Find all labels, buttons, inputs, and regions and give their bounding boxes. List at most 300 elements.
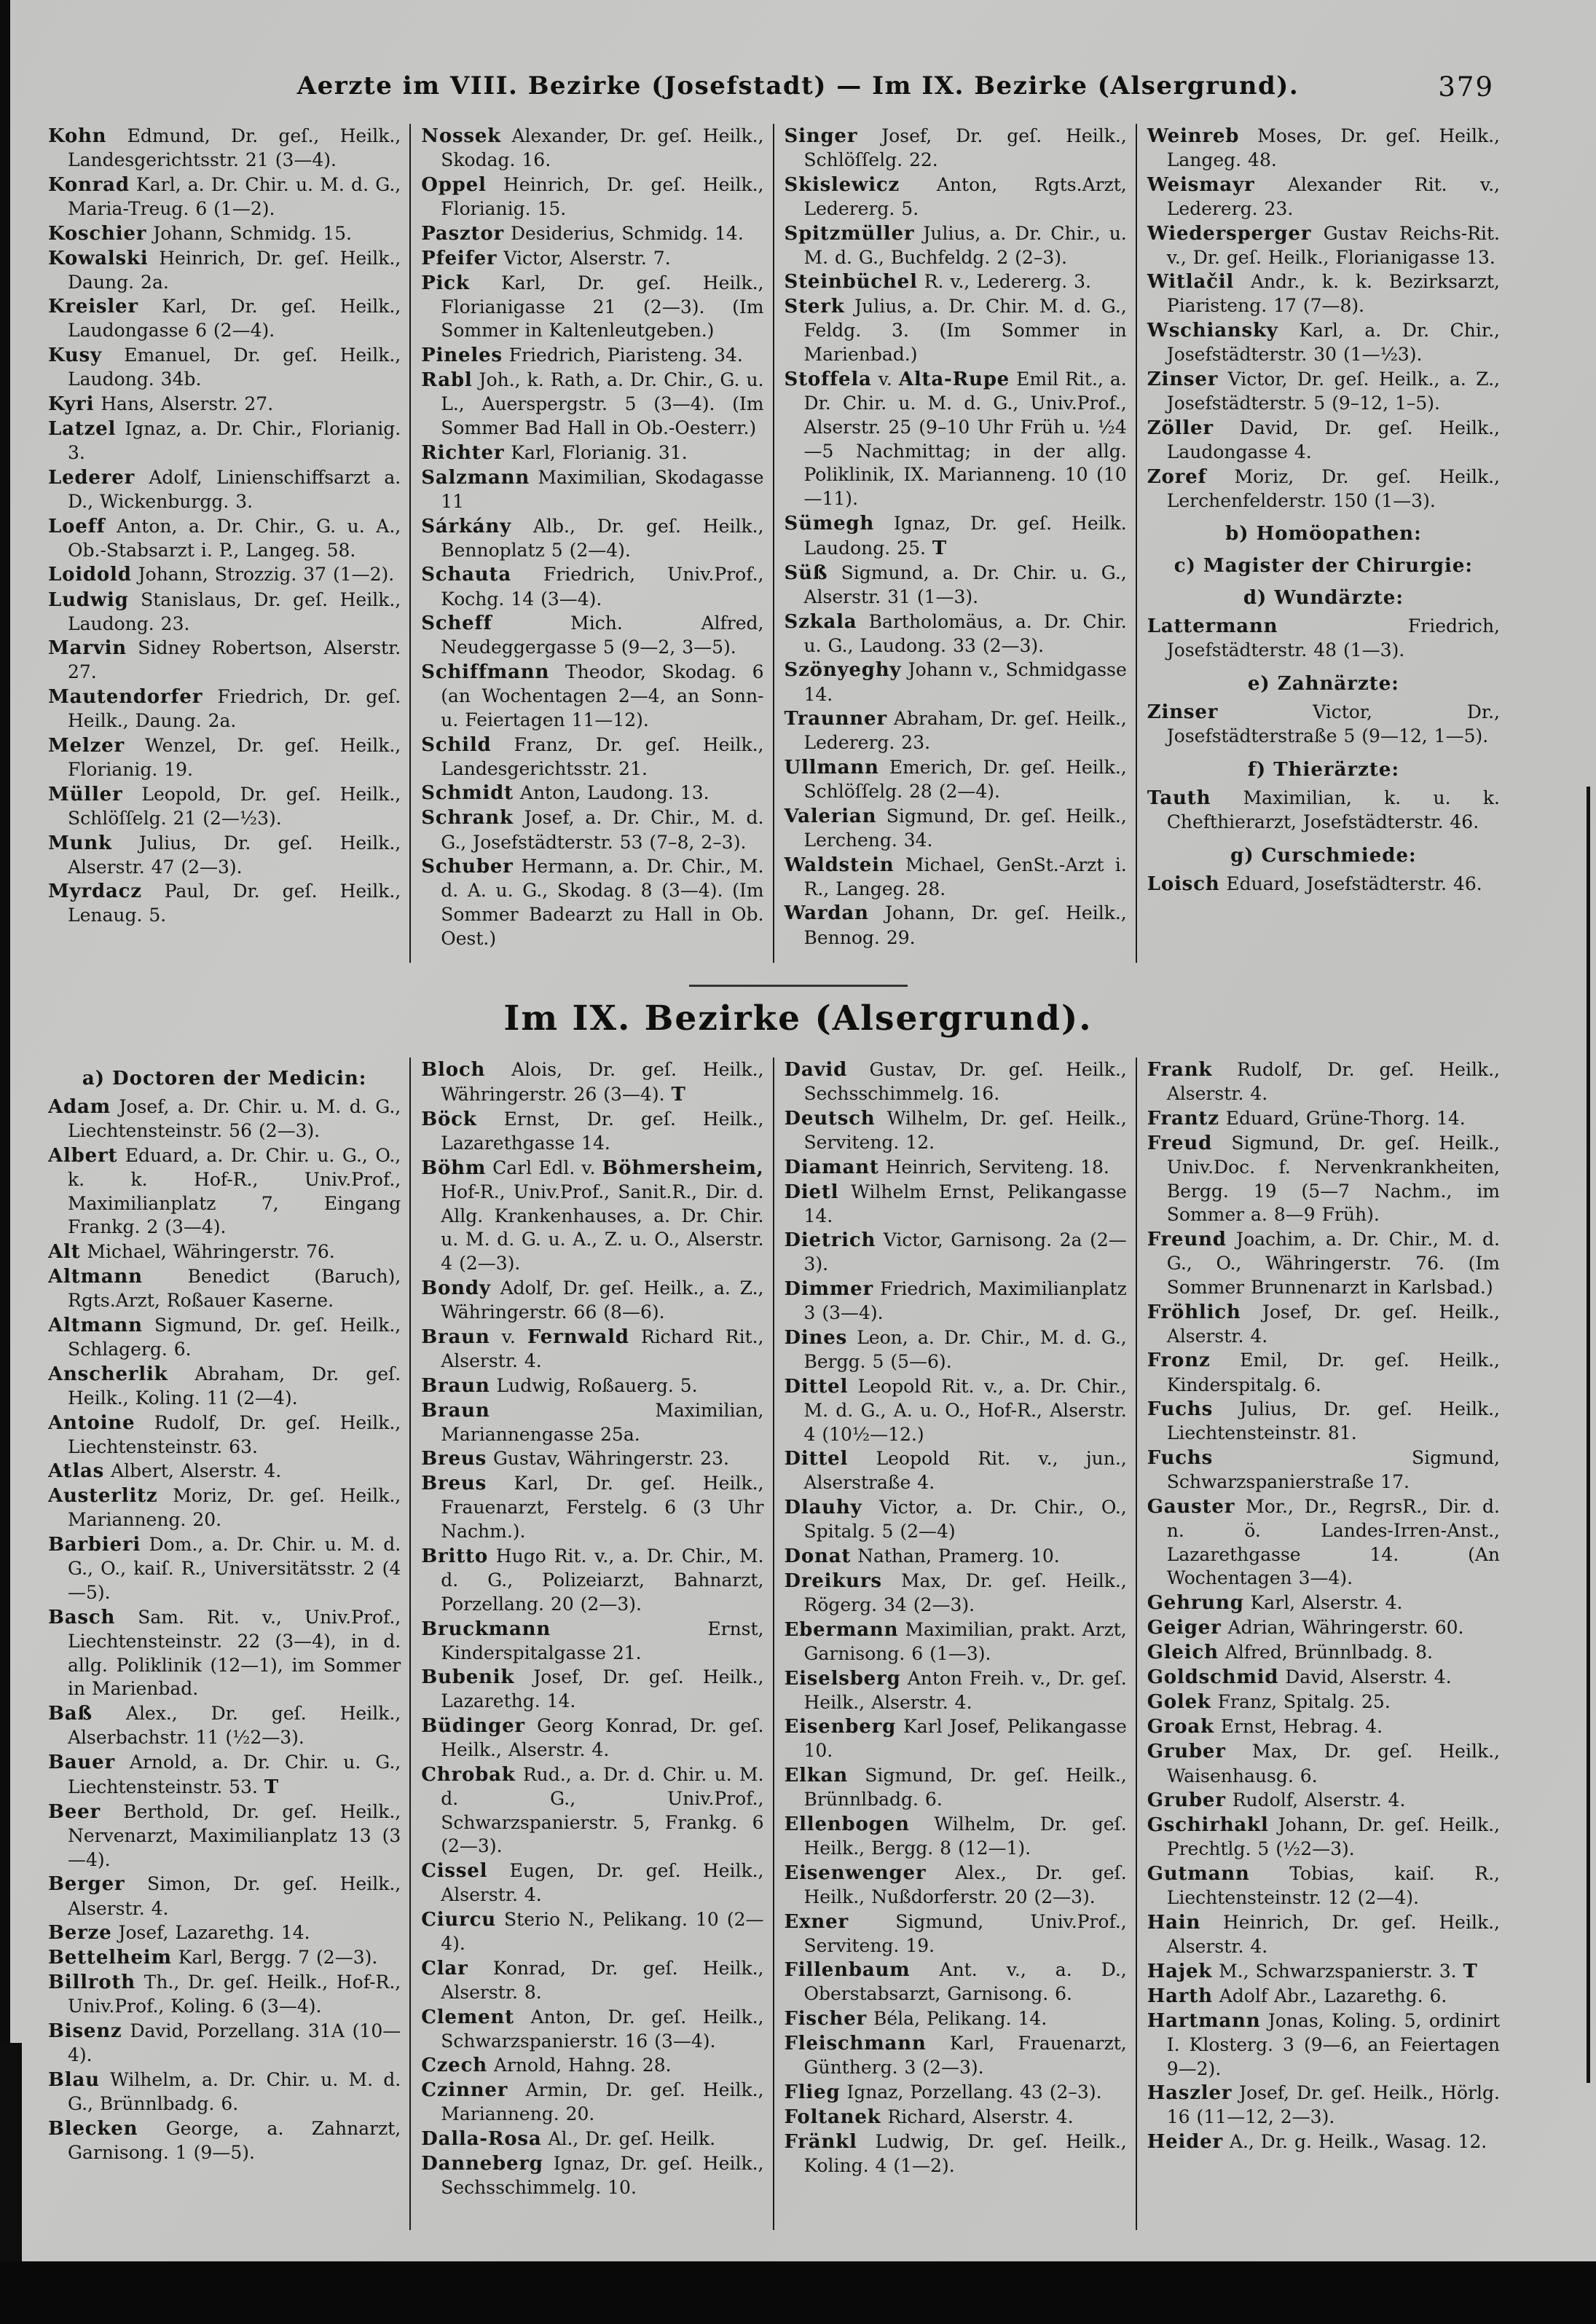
entry-surname: Wschiansky [1147,320,1278,342]
entry-details: Emerich, Dr. geſ. Heilk., Schlöſſelg. 28 (2—4). [803,757,1127,803]
entry-details: Konrad, Dr. geſ. Heilk., Alserstr. 8. [441,1957,764,2003]
entry-details: Sigmund, Dr. geſ. Heilk., Univ.Doc. f. Nervenkrankheiten, Bergg. 19 (5—7 Nachm., im Sommer a. 8—9 Früh). [1166,1132,1500,1226]
entry-details: Adolf, Dr. geſ. Heilk., a. Z., Währingerstr. 66 (8—6). [441,1277,764,1323]
entry-details: Maximilian, Skodagasse 11 [441,466,764,512]
entry-surname: Deutsch [784,1107,876,1130]
directory-entry [785,1180,1127,1229]
directory-entry [48,514,401,563]
directory-entry [421,1325,763,1374]
entry-details: M., Schwarzspanierstr. 3. [1212,1960,1463,1982]
entry-surname: Britto [421,1545,488,1567]
entry-surname: Goldschmid [1147,1666,1279,1689]
directory-entry [1147,2009,1500,2081]
column-1 [48,124,411,963]
directory-entry [421,733,763,781]
directory-entry [785,561,1127,610]
entry-details: Mich. Alfred, Neudeggergasse 5 (9—2, 3—5). [441,612,764,658]
directory-entry [785,511,1127,561]
entry-details: Gustav, Währingerstr. 23. [487,1448,729,1470]
entry-surname: Sümegh [784,512,875,535]
entry-details: Johann, Dr. geſ. Heilk., Bennog. 29. [803,902,1127,948]
directory-entry [421,1617,763,1666]
subsection-heading: g) Curschmiede: [1230,844,1417,867]
entry-details: George, a. Zahnarzt, Garnisong. 1 (9—5). [68,2117,401,2163]
entry-details: Franz, Dr. geſ. Heilk., Landesgerichtsstr. 21. [441,733,764,779]
directory-entry [1147,465,1500,513]
entry-surname: Baß [48,1703,93,1725]
entry-details: Leopold Rit. v., jun., Alserstraße 4. [803,1448,1127,1494]
entry-surname: T [264,1776,280,1798]
entry-surname: Wardan [784,902,869,925]
entry-surname: Sárkány [421,515,512,537]
entry-surname: Fuchs [1147,1447,1214,1470]
directory-entry [785,1666,1127,1715]
directory-entry [785,367,1127,511]
entry-details: Max, Dr. geſ. Heilk., Rögerg. 34 (2—3). [803,1570,1127,1616]
entry-details: Abraham, Dr. geſ. Heilk., Koling. 11 (2—4). [68,1363,401,1409]
entry-details: Sigmund, Schwarzspanierstraße 17. [1166,1447,1500,1493]
entry-details: Johann, Strozzig. 37 (1—2). [131,564,395,586]
entry-details: Sigmund, Dr. geſ. Heilk., Lercheng. 34. [803,805,1127,851]
column-4 [1137,124,1500,963]
entry-details: Alfred, Brünnlbadg. 8. [1218,1642,1433,1663]
directory-entry [1147,1591,1500,1615]
entry-details: Heinrich, Dr. geſ. Heilk., Florianig. 15. [441,173,764,219]
directory-entry [785,610,1127,658]
directory-entry [48,124,401,173]
directory-entry [1147,1446,1500,1494]
entry-surname: Golek [1147,1691,1211,1714]
entry-surname: Süß [784,562,828,584]
entry-details: Armin, Dr. geſ. Heilk., Marianneng. 20. [441,2079,764,2125]
entry-surname: Singer [784,125,858,147]
entry-surname: Hain [1147,1911,1201,1934]
entry-details: Friedrich, Josefstädterstr. 48 (1—3). [1166,615,1500,661]
directory-entry [785,1763,1127,1812]
directory-entry [785,1106,1127,1155]
entry-surname: Steinbüchel [784,271,918,294]
directory-entry [48,1143,401,1240]
entry-details: Sterio N., Pelikang. 10 (2—4). [441,1909,764,1955]
entry-details: Eduard, Grüne-Thorg. 14. [1219,1107,1466,1129]
entry-surname: Exner [784,1910,849,1933]
entry-surname: Fuchs [1147,1398,1214,1421]
entry-surname: Braun [421,1326,490,1348]
subsection-heading: d) Wundärzte: [1243,587,1404,610]
directory-entry [421,514,763,563]
directory-entry [785,173,1127,221]
directory-entry [421,1107,763,1156]
entry-surname: Schmidt [421,782,514,805]
entry-surname: Albert [48,1144,118,1167]
entry-surname: Koschier [48,222,147,245]
entry-surname: Gleich [1147,1642,1219,1664]
entry-details: Hof-R., Univ.Prof., Sanit.R., Dir. d. Allg. Krankenhauses, a. Dr. Chir. u. M. d. G. u. A., Z. u. O., Alserstr. 4 (2—3). [441,1181,764,1275]
directory-entry [421,1956,763,2005]
directory-entry [1147,1813,1500,1862]
directory-entry [1147,1106,1500,1131]
entry-details: Sam. Rit. v., Univ.Prof., Liechtensteinstr. 22 (3—4), in d. allg. Poliklinik (12—1), im Sommer in Marienbad. [68,1606,401,1700]
entry-details: Stanislaus, Dr. geſ. Heilk., Laudong. 23. [68,588,401,634]
entry-details: Heinrich, Serviteng. 18. [878,1156,1109,1178]
entry-surname: Pick [421,272,470,294]
entry-surname: Freud [1147,1132,1213,1154]
entry-surname: Blecken [48,2117,138,2140]
entry-details: Anton Freih. v., Dr. geſ. Heilk., Alserstr. 4. [803,1667,1127,1713]
entry-surname: Bauer [48,1751,115,1773]
directory-entry [1147,318,1500,367]
entry-surname: Czinner [421,2079,508,2102]
entry-details: Moriz, Dr. geſ. Heilk., Lerchenfelderstr. 150 (1—3). [1166,465,1500,511]
directory-entry [421,1859,763,1907]
directory-entry [48,831,401,880]
directory-entry [785,2031,1127,2080]
entry-details: Albert, Alserstr. 4. [104,1460,282,1482]
entry-details: Alois, Dr. geſ. Heilk., Währingerstr. 26 (3—4). [441,1059,764,1106]
entry-surname: Ullmann [784,757,879,779]
subsection-heading: c) Magister der Chirurgie: [1174,555,1473,578]
entry-details: Ludwig, Roßauerg. 5. [490,1374,698,1396]
entry-surname: Heider [1147,2131,1223,2154]
directory-entry [48,1459,401,1484]
entry-surname: Büdinger [421,1715,525,1738]
entry-details: Victor, Dr. geſ. Heilk., a. Z., Josefstädterstr. 5 (9–12, 1–5). [1166,368,1500,414]
directory-entry [48,392,401,417]
entry-surname: Szkala [784,610,857,633]
directory-entry [1147,1057,1500,1106]
directory-entry [785,1544,1127,1569]
entry-surname: Basch [48,1606,116,1628]
entry-details: Michael, Währingerstr. 76. [80,1241,335,1263]
directory-entry [421,854,763,950]
entry-surname: Eisenberg [784,1716,897,1738]
directory-entry [785,221,1127,270]
entry-details: Julius, a. Dr. Chir., u. M. d. G., Buchfeldg. 2 (2–3). [803,222,1127,268]
entry-surname: Fleischmann [784,2033,927,2055]
entry-surname: Myrdacz [48,881,142,903]
entry-details: Josef, a. Dr. Chir. u. M. d. G., Liechtensteinstr. 56 (2—3). [68,1096,401,1142]
entry-surname: Gschirhakl [1147,1814,1269,1837]
subsection-heading: b) Homöopathen: [1225,523,1422,545]
entry-details: Karl, Bergg. 7 (2—3). [171,1947,378,1969]
column-2 [411,124,774,963]
district-viii-columns [48,124,1500,963]
entry-surname: Spitzmüller [784,222,915,245]
directory-entry [421,2005,763,2054]
entry-surname: Marvin [48,637,127,660]
directory-entry [48,588,401,637]
entry-details: Max, Dr. geſ. Heilk., Waisenhausg. 6. [1166,1741,1500,1787]
directory-entry [785,124,1127,173]
entry-surname: Böck [421,1108,477,1131]
entry-surname: Fischer [784,2008,868,2030]
entry-surname: Bruckmann [421,1618,551,1640]
entry-details: Josef, Dr. geſ. Heilk., Hörlg. 16 (11—12, 2—3). [1166,2082,1500,2128]
entry-surname: Schiffmann [421,661,550,684]
directory-entry [421,781,763,805]
entry-surname: Czech [421,2055,487,2077]
entry-surname: Anscherlik [48,1363,168,1385]
entry-details: David, Porzellang. 31A (10—4). [68,2020,401,2066]
directory-entry [48,221,401,246]
directory-entry [1147,614,1500,663]
entry-details: Friedrich, Maximilianplatz 3 (3—4). [803,1278,1127,1324]
entry-details: Josef, Dr. geſ. Heilk., Alserstr. 4. [1166,1301,1500,1347]
directory-entry [1147,1300,1500,1349]
entry-details: Ignaz, Dr. geſ. Heilk., Sechsschimmelg. 10. [441,2153,764,2199]
entry-details: Wilhelm Ernst, Pelikangasse 14. [803,1181,1127,1226]
page-header [0,0,1596,101]
directory-entry [785,658,1127,706]
entry-details: Wilhelm, Dr. geſ. Heilk., Serviteng. 12. [803,1107,1127,1153]
entry-surname: Müller [48,783,123,805]
entry-details: Benedict (Baruch), Rgts.Arzt, Roßauer Kaserne. [68,1266,401,1312]
entry-details: Béla, Pelikang. 14. [867,2008,1047,2030]
entry-details: Michael, GenSt.-Arzt i. R., Langeg. 28. [803,854,1127,899]
directory-entry [421,124,763,173]
entry-surname: Frank [1147,1059,1213,1081]
entry-surname: Dietrich [784,1229,876,1252]
entry-surname: Skislewicz [784,173,900,196]
district-ix-heading: Im IX. Bezirke (Alsergrund). [503,998,1093,1039]
entry-details: Sigmund, a. Dr. Chir. u. G., Alserstr. 31 (1—3). [803,562,1127,607]
entry-surname: Fillenbaum [784,1959,911,1982]
directory-entry [421,562,763,611]
column-1 [48,1057,411,2230]
directory-entry [785,1569,1127,1618]
directory-entry [1147,269,1500,318]
entry-surname: Schild [421,733,492,756]
entry-details: Karl, Dr. geſ. Heilk., Florianigasse 21 (2—3). (Im Sommer in Kaltenleutgeben.) [441,272,764,342]
entry-surname: Hajek [1147,1960,1213,1982]
entry-surname: Altmann [48,1314,143,1336]
entry-details: Friedrich, Univ.Prof., Kochg. 14 (3—4). [441,564,764,610]
directory-entry [421,1907,763,1956]
directory-entry [421,246,763,271]
entry-surname: Cissel [421,1860,488,1883]
entry-details: Adolf Abr., Lazarethg. 6. [1212,1985,1447,2006]
entry-details: Gustav, Dr. geſ. Heilk., Sechsschimmelg. 16. [803,1059,1127,1105]
entry-surname: Ludwig [48,588,129,611]
entry-surname: Fronz [1147,1350,1211,1372]
entry-surname: Altmann [48,1266,143,1288]
directory-entry [1147,1739,1500,1788]
entry-surname: Schuber [421,856,514,878]
directory-entry [785,2006,1127,2031]
entry-surname: T [1463,1960,1478,1982]
entry-details: Joachim, a. Dr. Chir., M. d. G., O., Währingerstr. 76. (Im Sommer Brunnenarzt in Karlsbad.) [1166,1229,1500,1298]
entry-surname: Austerlitz [48,1485,158,1508]
entry-details: v. [490,1326,527,1347]
entry-details: Victor, Dr., Josefstädterstraße 5 (9—12, 1—5). [1166,701,1500,747]
entry-surname: Bisenz [48,2020,122,2043]
entry-surname: Melzer [48,734,125,757]
entry-details: Carl Edl. v. [486,1157,602,1178]
entry-surname: Danneberg [421,2153,543,2175]
entry-surname: Ebermann [784,1618,899,1641]
entry-surname: Blau [48,2068,100,2091]
entry-surname: Traunner [784,708,887,730]
entry-surname: Pineles [421,344,503,367]
entry-surname: Loeff [48,515,106,537]
entry-surname: Dines [784,1327,848,1350]
entry-surname: Zöller [1147,417,1214,439]
directory-entry [1147,1131,1500,1227]
directory-entry [421,368,763,441]
entry-details: David, Alserstr. 4. [1278,1666,1452,1688]
entry-details: R. v., Ledererg. 3. [917,271,1091,293]
directory-entry [421,173,763,221]
entry-surname: Böhmersheim, [602,1157,764,1179]
directory-entry [421,2151,763,2200]
entry-details: Al., Dr. geſ. Heilk. [541,2128,716,2150]
directory-entry [48,246,401,295]
directory-entry [48,2068,401,2116]
entry-surname: Gauster [1147,1495,1235,1518]
directory-entry [48,417,401,465]
directory-entry [785,1057,1127,1106]
entry-surname: Dalla-Rosa [421,2128,542,2151]
directory-entry [1147,221,1500,270]
directory-entry [785,2080,1127,2105]
entry-details: Josef, Dr. geſ. Heilk., Lazarethg. 14. [441,1666,764,1712]
entry-surname: Valerian [784,805,877,827]
entry-surname: Kyri [48,393,95,416]
entry-details: Ignaz, Dr. geſ. Heilk. Laudong. 25. [803,512,1127,559]
entry-details: Karl, Alserstr. 4. [1243,1592,1403,1614]
entry-details: Karl, Dr. geſ. Heilk., Frauenarzt, Ferstelg. 6 (3 Uhr Nachm.). [441,1473,764,1543]
directory-entry [421,1665,763,1714]
directory-entry [785,269,1127,294]
entry-details: A., Dr. g. Heilk., Wasag. 12. [1222,2131,1487,2153]
entry-surname: Fröhlich [1147,1301,1241,1323]
entry-details: Sigmund, Univ.Prof., Serviteng. 19. [803,1910,1127,1956]
entry-details: Ant. v., a. D., Oberstabsarzt, Garnisong. 6. [803,1959,1127,2005]
entry-surname: Zinser [1147,701,1219,724]
entry-surname: Dietl [784,1181,839,1203]
entry-surname: Pfeifer [421,247,498,269]
directory-entry [785,1446,1127,1495]
entry-surname: Lattermann [1147,615,1278,638]
entry-surname: Dimmer [784,1278,873,1301]
entry-surname: Ciurcu [421,1909,496,1931]
entry-details: Arnold, a. Dr. Chir. u. G., Liechtensteinstr. 53. [68,1751,401,1797]
entry-surname: Atlas [48,1460,105,1483]
directory-entry [421,2127,763,2151]
entry-details: Julius, a. Dr. Chir. M. d. G., Feldg. 3. (Im Sommer in Marienbad.) [803,296,1127,366]
scan-edge-corner [0,2043,22,2261]
entry-details: Anton, a. Dr. Chir., G. u. A., Ob.-Stabsarzt i. P., Langeg. 58. [68,515,401,561]
directory-entry [48,1970,401,2019]
entry-surname: Alta-Rupe [898,368,1010,390]
directory-entry [421,441,763,465]
entry-details: Johann, Dr. geſ. Heilk., Prechtlg. 5 (½2—3). [1166,1814,1500,1860]
entry-details: Bartholomäus, a. Dr. Chir. u. G., Laudong. 33 (2—3). [803,610,1127,656]
entry-details: Ludwig, Dr. geſ. Heilk., Koling. 4 (1—2). [803,2131,1127,2177]
entry-surname: Loisch [1147,873,1220,895]
entry-surname: Oppel [421,173,487,196]
entry-details: Maximilian, prakt. Arzt, Garnisong. 6 (1—3). [803,1618,1127,1664]
directory-entry [1147,1494,1500,1591]
entry-details: Moriz, Dr. geſ. Heilk., Marianneng. 20. [68,1485,401,1531]
entry-details: Victor, a. Dr. Chir., O., Spitalg. 5 (2—4) [803,1497,1127,1543]
directory-entry [48,733,401,782]
directory-entry [48,1800,401,1872]
entry-details: Mor., Dr., RegrsR., Dir. d. n. ö. Landes-Irren-Anst., Lazarethgasse 14. (An Wochentagen 3—4). [1166,1495,1500,1589]
entry-details: Heinrich, Dr. geſ. Heilk., Daung. 2a. [68,247,401,293]
entry-surname: Gruber [1147,1741,1226,1763]
directory-entry [1147,2081,1500,2130]
directory-entry [1147,2130,1500,2154]
entry-details: Ernst, Hebrag. 4. [1214,1716,1383,1738]
directory-entry [785,294,1127,367]
directory-entry [421,343,763,368]
entry-surname: Fernwald [527,1326,629,1348]
entry-details: Josef, Lazarethg. 14. [111,1922,310,1944]
entry-details: Theodor, Skodag. 6 (an Wochentagen 2—4, an Sonn- u. Feiertagen 11—12). [441,661,764,730]
directory-entry [421,221,763,246]
directory-entry [421,1398,763,1447]
directory-entry [785,2130,1127,2178]
entry-surname: Dittel [784,1375,849,1398]
entry-surname: Braun [421,1399,490,1422]
entry-surname: Schrank [421,807,514,830]
directory-entry [421,1471,763,1544]
entry-surname: Breus [421,1473,487,1495]
entry-surname: Kohn [48,125,107,147]
directory-entry [48,1872,401,1921]
entry-details: Victor, Garnisong. 2a (2—3). [803,1229,1127,1275]
entry-surname: Kowalski [48,247,149,269]
entry-details: Karl Josef, Pelikangasse 10. [803,1716,1127,1762]
entry-details: Wilhelm, Dr. geſ. Heilk., Bergg. 8 (12—1). [803,1813,1127,1859]
directory-entry [785,1714,1127,1763]
entry-details: Johann, Schmidg. 15. [146,222,352,244]
entry-details: Maximilian, k. u. k. Chefthierarzt, Josefstädterstr. 46. [1166,787,1500,833]
entry-details: v. [871,368,899,390]
entry-details: Karl, Florianig. 31. [504,441,688,463]
entry-details: Alexander Rit. v., Ledererg. 23. [1166,173,1500,219]
entry-details: Julius, Dr. geſ. Heilk., Alserstr. 47 (2—3). [68,832,401,878]
entry-surname: Loidold [48,564,132,586]
entry-surname: Barbieri [48,1534,141,1556]
entry-surname: Sterk [784,296,845,318]
entry-details: Victor, Alserstr. 7. [497,247,671,269]
scan-edge-left [0,0,10,2324]
entry-surname: Böhm [421,1157,487,1179]
directory-entry [421,1714,763,1762]
entry-details: Dom., a. Dr. Chir. u. M. d. G., O., kaiſ. R., Universitätsstr. 2 (4—5). [68,1534,401,1603]
page-title: Aerzte im VIII. Bezirke (Josefstadt) — Im IX. Bezirke (Alsergrund). [296,71,1300,101]
entry-details: Arnold, Hahng. 28. [487,2055,672,2076]
entry-surname: Donat [784,1545,852,1567]
entry-surname: Dittel [784,1448,849,1470]
entry-surname: Breus [421,1448,487,1470]
scan-edge-bottom [0,2261,1596,2324]
directory-entry [785,1812,1127,1861]
directory-entry [48,1484,401,1532]
entry-details: Alb., Dr. geſ. Heilk., Bennoplatz 5 (2—4). [441,515,764,561]
entry-surname: Berger [48,1873,125,1896]
entry-surname: Fränkl [784,2131,857,2154]
directory-entry [421,1762,763,1859]
entry-surname: Szönyeghy [784,659,902,682]
directory-entry [421,2078,763,2127]
entry-surname: Mautendorfer [48,686,203,709]
entry-details: Alex., Dr. geſ. Heilk., Alserbachstr. 11 (½2—3). [68,1703,401,1749]
entry-surname: Ellenbogen [784,1813,910,1835]
directory-entry [1147,700,1500,749]
